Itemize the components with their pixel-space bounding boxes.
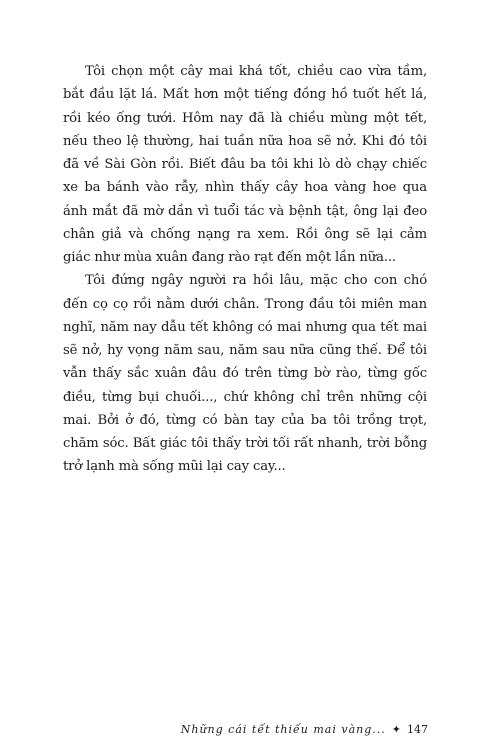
page-number: 147 (407, 723, 428, 736)
running-title: Những cái tết thiếu mai vàng... (180, 723, 386, 736)
page-footer (181, 723, 428, 736)
paragraph-2: Tôi đứng ngây người ra hồi lâu, mặc cho con chó đến cọ cọ rồi nằm dưới chân. Trong đầu tôi miên man nghĩ, năm nay dẫu tết không có mai nhưng qua tết mai sẽ nở, hy vọng năm sau, năm sau nữa cũng thế. Để tôi vẫn thấy sắc xuân đâu đó trên từng bờ rào, từng gốc điều, từng bụi chuối..., chứ không chỉ trên những cội mai. Bởi ở đó, từng có bàn tay của ba tôi trồng trọt, chăm sóc. Bất giác tôi thấy trời tối rất nhanh, trời bỗng trở lạnh mà sống mũi lại cay cay... (63, 273, 427, 475)
ornament-icon: ✦ (391, 723, 401, 736)
body-text (63, 60, 427, 479)
paragraph-1: Tôi chọn một cây mai khá tốt, chiều cao vừa tầm, bắt đầu lặt lá. Mất hơn một tiếng đồng hồ tuốt hết lá, rồi kéo ống tưới. Hôm nay đã là chiều mùng một tết, nếu theo lệ thường, hai tuần nữa hoa sẽ nở. Khi đó tôi đã về Sài Gòn rồi. Biết đâu ba tôi khi lò dò chạy chiếc xe ba bánh vào rẫy, nhìn thấy cây hoa vàng hoe qua ánh mắt đã mờ dần vì tuổi tác và bệnh tật, ông lại đeo chân giả và chống nạng ra xem. Rồi ông sẽ lại cảm giác như mùa xuân đang rào rạt đến một lần nữa... (63, 64, 427, 265)
